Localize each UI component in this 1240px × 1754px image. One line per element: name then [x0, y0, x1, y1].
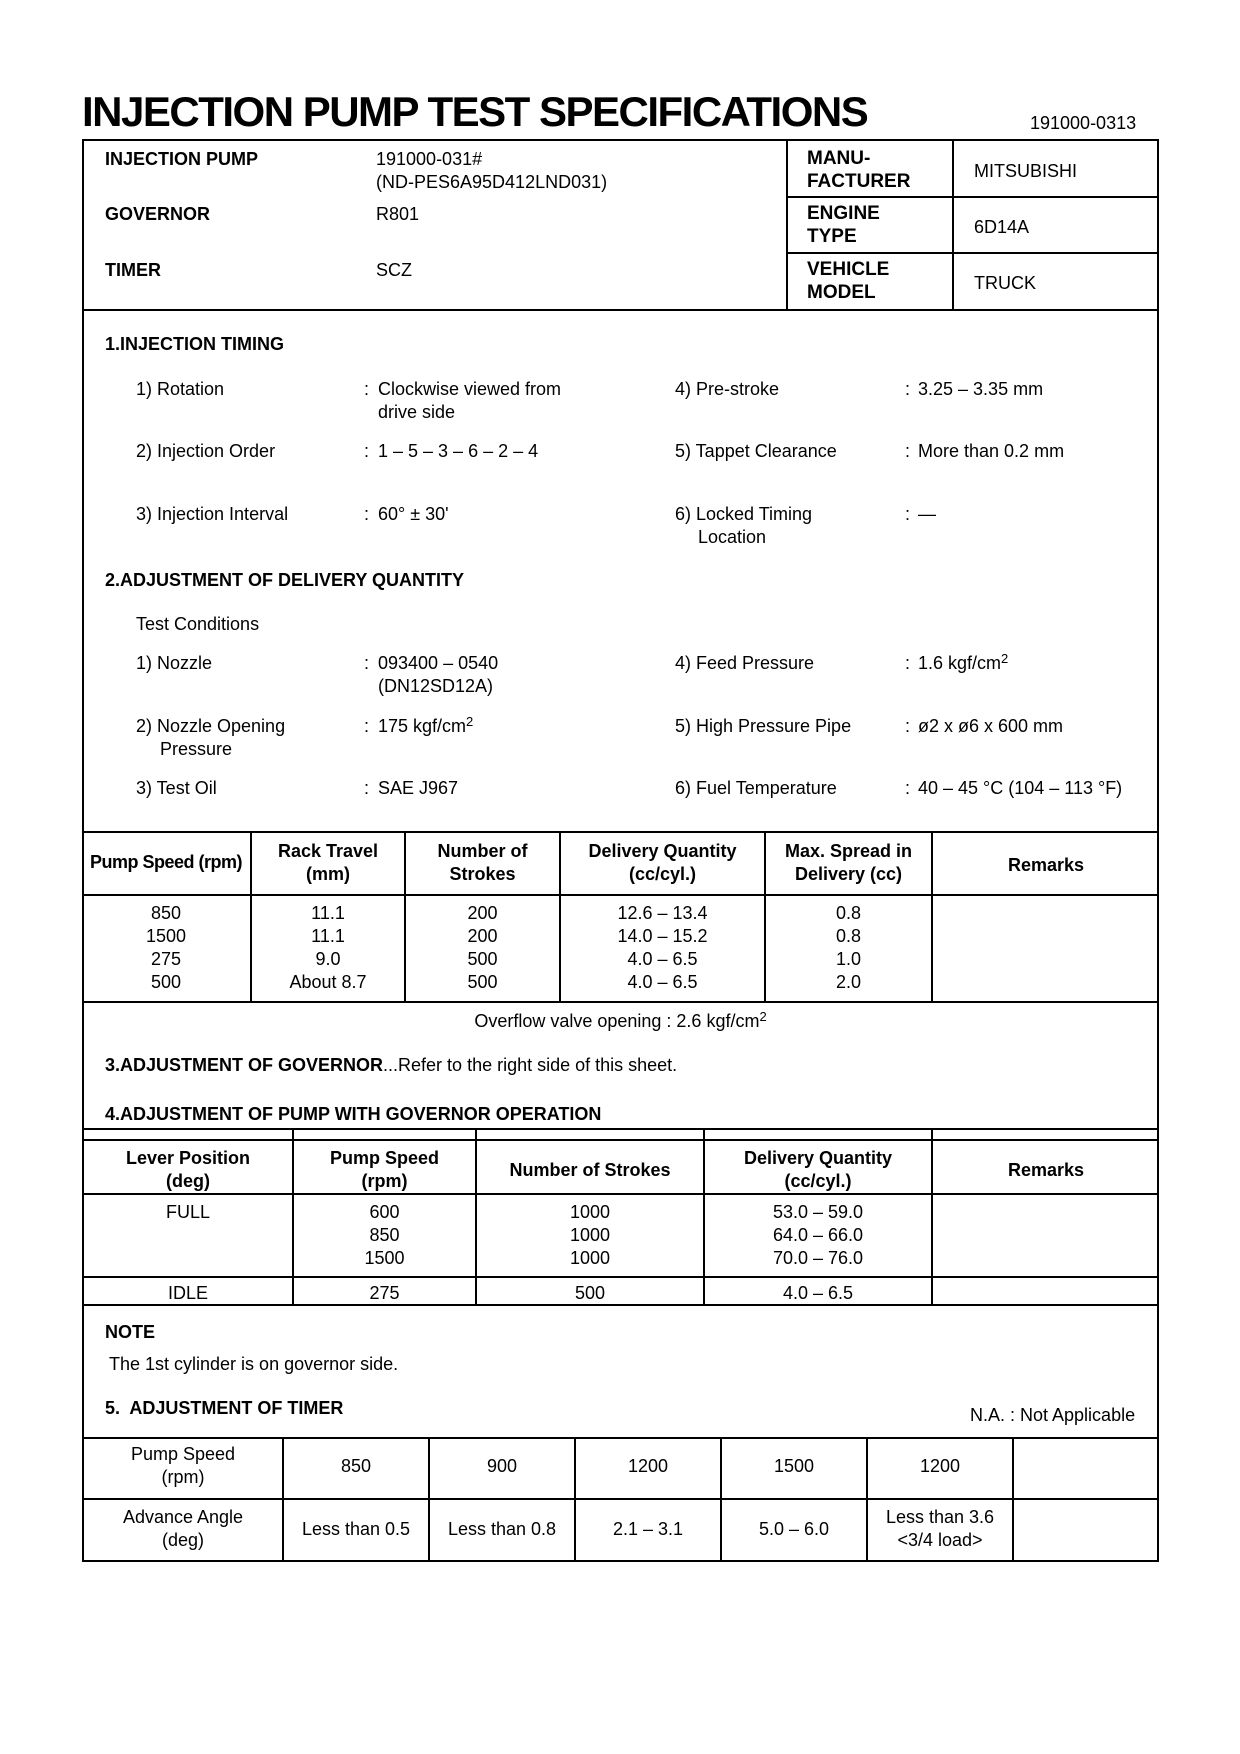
injection-interval-colon: :	[364, 504, 370, 524]
timer-speed-3: 1200	[627, 1456, 669, 1476]
test-oil-value: SAE J967	[378, 778, 459, 798]
vehicle-model-label	[807, 258, 889, 304]
manufacturer-label	[807, 147, 910, 193]
header-max-spread: Max. Spread in Delivery (cc)	[784, 841, 913, 884]
engine-type-label-line1: ENGINE	[807, 203, 880, 224]
pump-speed-values: 850 1500 275 500	[145, 903, 187, 992]
injection-order-label: 2) Injection Order	[136, 441, 276, 461]
spread-values: 0.8 0.8 1.0 2.0	[835, 903, 862, 992]
locked-timing-colon: :	[905, 504, 911, 524]
nozzle-value-2: (DN12SD12A)	[378, 676, 494, 696]
manufacturer-label-line2: FACTURER	[807, 171, 911, 192]
timer-angle-1: Less than 0.5	[301, 1519, 411, 1539]
rotation-label: 1) Rotation	[136, 379, 225, 399]
timer-pump-speed-label: Pump Speed (rpm)	[130, 1444, 236, 1487]
timer-speed-4: 1500	[773, 1456, 815, 1476]
nozzle-opening-pressure-label: 2) Nozzle Opening	[136, 716, 286, 736]
section5-heading: 5. ADJUSTMENT OF TIMER	[105, 1398, 344, 1418]
timer-speed-5: 1200	[919, 1456, 961, 1476]
timer-angle-4: 5.0 – 6.0	[758, 1519, 830, 1539]
overflow-valve-text	[82, 1010, 1159, 1033]
injection-order-value: 1 – 5 – 3 – 6 – 2 – 4	[378, 441, 539, 461]
info-row-line-2	[786, 252, 1159, 254]
idle-strokes: 500	[574, 1283, 606, 1303]
injection-pump-value: 191000-031#	[376, 149, 483, 169]
rotation-colon: :	[364, 379, 370, 399]
governor-label: GOVERNOR	[105, 204, 211, 224]
nozzle-opening-pressure-colon: :	[364, 716, 370, 736]
feed-value-text: 1.6 kgf/cm	[918, 653, 1002, 673]
timer-col-line-6	[1012, 1437, 1014, 1562]
idle-speed: 275	[369, 1283, 400, 1303]
page-title: INJECTION PUMP TEST SPECIFICATIONS	[82, 88, 868, 135]
nop-superscript: 2	[466, 714, 474, 729]
full-delivery-values: 53.0 – 59.0 64.0 – 66.0 70.0 – 76.0	[772, 1202, 864, 1268]
info-divider-values	[952, 139, 954, 311]
rotation-value-2: drive side	[378, 402, 456, 422]
prestroke-colon: :	[905, 379, 911, 399]
test-conditions-label: Test Conditions	[136, 614, 260, 634]
rack-travel-values: 11.1 11.1 9.0 About 8.7	[289, 903, 367, 992]
full-speed-values: 600 850 1500	[364, 1202, 405, 1268]
locked-timing-label-2: Location	[698, 527, 767, 547]
section3-line	[105, 1054, 677, 1077]
injection-interval-value: 60° ± 30'	[378, 504, 449, 524]
timer-speed-1: 850	[340, 1456, 372, 1476]
header-number-of-strokes: Number of Strokes	[437, 841, 528, 884]
prestroke-label: 4) Pre-stroke	[675, 379, 780, 399]
vehicle-model-value: TRUCK	[974, 273, 1036, 293]
feed-pressure-value	[918, 652, 1008, 675]
info-row-line-1	[786, 196, 1159, 198]
header-pump-speed-gov: Pump Speed (rpm)	[329, 1148, 440, 1191]
injection-interval-label: 3) Injection Interval	[136, 504, 289, 524]
vehicle-model-label-line1: VEHICLE	[807, 259, 890, 280]
fuel-temperature-label: 6) Fuel Temperature	[675, 778, 837, 798]
locked-timing-label: 6) Locked Timing	[675, 504, 813, 524]
info-divider-main	[786, 139, 788, 311]
tappet-clearance-value: More than 0.2 mm	[918, 441, 1065, 461]
high-pressure-pipe-label: 5) High Pressure Pipe	[675, 716, 852, 736]
header-pump-speed: Pump Speed (rpm)	[89, 852, 242, 872]
governor-table-header-line	[82, 1193, 1159, 1195]
timer-speed-2: 900	[486, 1456, 518, 1476]
overflow-superscript: 2	[759, 1009, 767, 1024]
engine-type-label-line2: TYPE	[807, 226, 857, 247]
strokes-values: 200 200 500 500	[467, 903, 498, 992]
header-delivery-quantity: Delivery Quantity (cc/cyl.)	[588, 841, 737, 884]
section1-heading: 1.INJECTION TIMING	[105, 334, 285, 354]
injection-pump-label: INJECTION PUMP	[105, 149, 259, 169]
engine-type-label	[807, 202, 880, 248]
manufacturer-value: MITSUBISHI	[974, 161, 1078, 181]
injection-order-colon: :	[364, 441, 370, 461]
governor-value: R801	[376, 204, 420, 224]
governor-table-row-line	[82, 1276, 1159, 1278]
header-remarks: Remarks	[1007, 855, 1085, 875]
feed-pressure-colon: :	[905, 653, 911, 673]
rotation-value: Clockwise viewed from	[378, 379, 562, 399]
nozzle-opening-pressure-label-2: Pressure	[160, 739, 233, 759]
test-oil-label: 3) Test Oil	[136, 778, 217, 798]
section3-text: ...Refer to the right side of this sheet.	[383, 1055, 678, 1075]
vehicle-model-label-line2: MODEL	[807, 282, 876, 303]
section4-heading: 4.ADJUSTMENT OF PUMP WITH GOVERNOR OPERATION	[105, 1104, 602, 1124]
full-strokes-values: 1000 1000 1000	[569, 1202, 611, 1268]
fuel-temperature-colon: :	[905, 778, 911, 798]
note-heading: NOTE	[105, 1322, 156, 1342]
delivery-table-header-line	[82, 894, 1159, 896]
governor-col-line-4	[931, 1128, 933, 1306]
header-lever-position: Lever Position (deg)	[125, 1148, 251, 1191]
overflow-text: Overflow valve opening : 2.6 kgf/cm	[474, 1011, 760, 1031]
timer-table-row-line	[82, 1498, 1159, 1500]
note-text: The 1st cylinder is on governor side.	[109, 1354, 399, 1374]
nozzle-label: 1) Nozzle	[136, 653, 213, 673]
locked-timing-value: —	[918, 504, 936, 524]
header-remarks-gov: Remarks	[1007, 1160, 1085, 1180]
timer-angle-3: 2.1 – 3.1	[612, 1519, 684, 1539]
manufacturer-label-line1: MANU-	[807, 148, 871, 169]
document-number: 191000-0313	[1030, 113, 1137, 133]
header-delivery-gov: Delivery Quantity (cc/cyl.)	[743, 1148, 893, 1191]
fuel-temperature-value: 40 – 45 °C (104 – 113 °F)	[918, 778, 1123, 798]
feed-pressure-label: 4) Feed Pressure	[675, 653, 815, 673]
nozzle-opening-pressure-value	[378, 715, 473, 738]
injection-pump-code: (ND-PES6A95D412LND031)	[376, 172, 608, 192]
prestroke-value: 3.25 – 3.35 mm	[918, 379, 1044, 399]
tappet-clearance-label: 5) Tappet Clearance	[675, 441, 837, 461]
timer-label: TIMER	[105, 260, 161, 280]
tappet-clearance-colon: :	[905, 441, 911, 461]
timer-angle-2: Less than 0.8	[447, 1519, 557, 1539]
nop-value-text: 175 kgf/cm	[378, 716, 467, 736]
high-pressure-pipe-colon: :	[905, 716, 911, 736]
lever-full: FULL	[165, 1202, 210, 1222]
not-applicable-legend: N.A. : Not Applicable	[970, 1405, 1136, 1425]
header-strokes-gov: Number of Strokes	[509, 1160, 671, 1180]
section3-heading: 3.ADJUSTMENT OF GOVERNOR	[105, 1055, 384, 1075]
lever-idle: IDLE	[167, 1283, 209, 1303]
engine-type-value: 6D14A	[974, 217, 1030, 237]
section2-heading: 2.ADJUSTMENT OF DELIVERY QUANTITY	[105, 570, 465, 590]
feed-superscript: 2	[1001, 651, 1009, 666]
test-oil-colon: :	[364, 778, 370, 798]
nozzle-value: 093400 – 0540	[378, 653, 499, 673]
nozzle-colon: :	[364, 653, 370, 673]
idle-delivery: 4.0 – 6.5	[782, 1283, 854, 1303]
timer-value: SCZ	[376, 260, 412, 280]
high-pressure-pipe-value: ø2 x ø6 x 600 mm	[918, 716, 1064, 736]
timer-angle-5: Less than 3.6 <3/4 load>	[885, 1507, 995, 1550]
header-rack-travel: Rack Travel (mm)	[277, 841, 379, 884]
delivery-values: 12.6 – 13.4 14.0 – 15.2 4.0 – 6.5 4.0 – 6.5	[617, 903, 708, 992]
timer-advance-angle-label: Advance Angle (deg)	[122, 1507, 244, 1550]
